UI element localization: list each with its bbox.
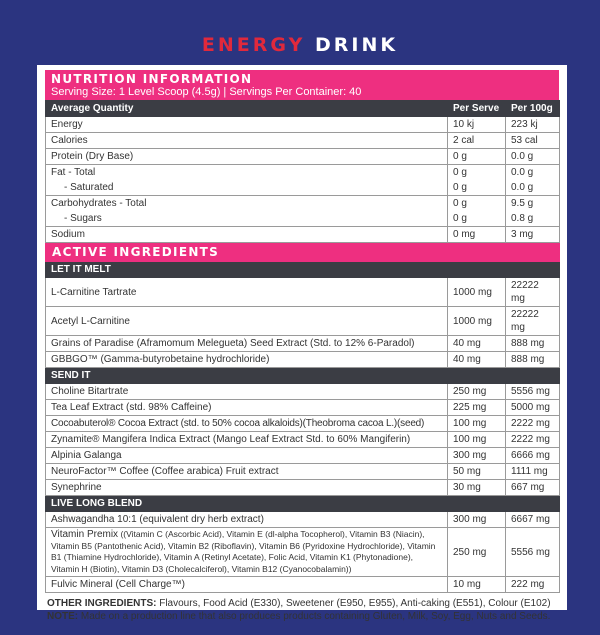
ingredient-row-vitamin-premix [46, 528, 560, 577]
ingredient-name: Zynamite® Mangifera Indica Extract (Mango Leaf Extract Std. to 60% Mangiferin) [46, 432, 448, 448]
row-per-serve: 0 g [448, 180, 506, 196]
ingredient-per-100g: 2222 mg [506, 416, 560, 432]
ingredient-name: Tea Leaf Extract (std. 98% Caffeine) [46, 400, 448, 416]
ingredient-per-serve: 50 mg [448, 464, 506, 480]
nutrition-table [45, 100, 560, 593]
row-name: - Sugars [46, 211, 448, 227]
ingredient-row [46, 577, 560, 593]
product-title [0, 34, 600, 56]
label-panel [37, 65, 567, 622]
ingredient-name: Synephrine [46, 480, 448, 496]
ingredient-row [46, 336, 560, 352]
row-per-100g: 223 kj [506, 117, 560, 133]
ingredient-name: NeuroFactor™ Coffee (Coffee arabica) Fruit extract [46, 464, 448, 480]
ingredient-name: GBBGO™ (Gamma-butyrobetaine hydrochloride) [46, 352, 448, 368]
ingredient-name: Alpinia Galanga [46, 448, 448, 464]
ingredient-row [46, 480, 560, 496]
ingredient-per-100g: 6666 mg [506, 448, 560, 464]
ingredient-per-serve: 1000 mg [448, 278, 506, 307]
row-name: Protein (Dry Base) [46, 149, 448, 165]
label-footer [45, 597, 559, 623]
ingredient-per-serve: 100 mg [448, 432, 506, 448]
ingredient-row [46, 352, 560, 368]
ingredient-row [46, 416, 560, 432]
ingredient-row [46, 307, 560, 336]
nutrition-header [45, 70, 559, 100]
note-label: NOTE: [47, 611, 79, 622]
ingredient-row [46, 400, 560, 416]
ingredient-row [46, 448, 560, 464]
ingredient-per-100g: 5556 mg [506, 384, 560, 400]
ingredient-per-serve: 225 mg [448, 400, 506, 416]
col-per-100g: Per 100g [506, 101, 560, 117]
title-energy: ENERGY [201, 34, 306, 56]
group-header-live-long-blend [46, 496, 560, 512]
row-per-serve: 0 mg [448, 227, 506, 243]
ingredient-per-100g: 5556 mg [506, 528, 560, 577]
ingredient-per-100g: 1111 mg [506, 464, 560, 480]
ingredient-per-100g: 2222 mg [506, 432, 560, 448]
ingredient-per-serve: 300 mg [448, 512, 506, 528]
group-header-send-it [46, 368, 560, 384]
active-heading: ACTIVE INGREDIENTS [46, 243, 560, 262]
ingredient-per-serve: 40 mg [448, 352, 506, 368]
allergen-note [47, 610, 559, 623]
ingredient-name: Ashwagandha 10:1 (equivalent dry herb extract) [46, 512, 448, 528]
ingredient-row [46, 512, 560, 528]
other-ingredients-label: OTHER INGREDIENTS: [47, 598, 157, 609]
row-name: Fat - Total [46, 165, 448, 181]
col-per-serve: Per Serve [448, 101, 506, 117]
ingredient-per-serve: 30 mg [448, 480, 506, 496]
ingredient-per-serve: 250 mg [448, 528, 506, 577]
ingredient-per-100g: 222 mg [506, 577, 560, 593]
ingredient-per-100g: 6667 mg [506, 512, 560, 528]
ingredient-per-serve: 10 mg [448, 577, 506, 593]
other-ingredients [47, 597, 559, 610]
ingredient-name: Choline Bitartrate [46, 384, 448, 400]
ingredient-per-100g: 5000 mg [506, 400, 560, 416]
ingredient-name: Acetyl L-Carnitine [46, 307, 448, 336]
title-drink: DRINK [314, 34, 399, 56]
nutrition-row-sugars [46, 211, 560, 227]
ingredient-row [46, 464, 560, 480]
nutrition-row-calories [46, 133, 560, 149]
ingredient-name [46, 528, 448, 577]
group-name: LET IT MELT [46, 262, 560, 278]
vitamin-premix-name: Vitamin Premix [51, 529, 119, 540]
ingredient-row [46, 278, 560, 307]
nutrition-row-fat-total [46, 165, 560, 181]
ingredient-name: Cocoabuterol® Cocoa Extract (std. to 50% cocoa alkaloids)(Theobroma cacoa L.)(seed) [46, 416, 448, 432]
ingredient-name: L-Carnitine Tartrate [46, 278, 448, 307]
row-per-100g: 0.0 g [506, 149, 560, 165]
ingredient-per-100g: 888 mg [506, 336, 560, 352]
nutrition-row-energy [46, 117, 560, 133]
row-per-100g: 9.5 g [506, 196, 560, 212]
ingredient-per-serve: 40 mg [448, 336, 506, 352]
row-per-serve: 2 cal [448, 133, 506, 149]
ingredient-per-100g: 22222 mg [506, 278, 560, 307]
row-per-serve: 10 kj [448, 117, 506, 133]
row-per-serve: 0 g [448, 211, 506, 227]
ingredient-per-serve: 1000 mg [448, 307, 506, 336]
ingredient-per-100g: 22222 mg [506, 307, 560, 336]
nutrition-heading: NUTRITION INFORMATION [51, 72, 253, 86]
nutrition-row-carbohydrates [46, 196, 560, 212]
ingredient-row [46, 432, 560, 448]
row-per-100g: 53 cal [506, 133, 560, 149]
ingredient-per-100g: 888 mg [506, 352, 560, 368]
group-header-let-it-melt [46, 262, 560, 278]
ingredient-row [46, 384, 560, 400]
other-ingredients-text: Flavours, Food Acid (E330), Sweetener (E950, E955), Anti-caking (E551), Colour (E102) [156, 598, 551, 609]
ingredient-per-serve: 250 mg [448, 384, 506, 400]
ingredient-per-serve: 300 mg [448, 448, 506, 464]
ingredient-per-100g: 667 mg [506, 480, 560, 496]
row-name: Calories [46, 133, 448, 149]
nutrition-column-headers [46, 101, 560, 117]
vitamin-premix-detail: ((Vitamin C (Ascorbic Acid), Vitamin E (dl-alpha Tocopherol), Vitamin B3 (Niacin), Vitamin B5 (Pantothenic Acid), Vitamin B2 (Riboflavin), Vitamin B6 (Pyridoxine Hydrochloride), Vitamin B1 (Thiamine Hydrochloride), Vitamin A (Retinyl Acetate), Folic Acid, Vitamin K1 (Phytonadione), Vitamin H (Biotin), Vitamin D3 (Cholecalciferol), Vitamin B12 (Cyanocobalamin)) [51, 529, 436, 574]
row-per-100g: 3 mg [506, 227, 560, 243]
ingredient-name: Fulvic Mineral (Cell Charge™) [46, 577, 448, 593]
serving-info: Serving Size: 1 Level Scoop (4.5g) | Servings Per Container: 40 [51, 86, 362, 98]
group-name: LIVE LONG BLEND [46, 496, 560, 512]
nutrition-row-sodium [46, 227, 560, 243]
label-content [45, 70, 559, 623]
row-per-serve: 0 g [448, 149, 506, 165]
row-per-100g: 0.0 g [506, 180, 560, 196]
row-name: Sodium [46, 227, 448, 243]
note-text: Made on a production line that also produces products containing Gluten, Milk, Soy, Egg, Nuts and Seeds. [78, 611, 551, 622]
active-ingredients-header [46, 243, 560, 262]
ingredient-name: Grains of Paradise (Aframomum Melegueta) Seed Extract (Std. to 12% 6-Paradol) [46, 336, 448, 352]
row-per-serve: 0 g [448, 196, 506, 212]
nutrition-row-saturated [46, 180, 560, 196]
col-average-quantity: Average Quantity [46, 101, 448, 117]
ingredient-per-serve: 100 mg [448, 416, 506, 432]
nutrition-row-protein [46, 149, 560, 165]
row-per-serve: 0 g [448, 165, 506, 181]
row-name: Energy [46, 117, 448, 133]
group-name: SEND IT [46, 368, 560, 384]
row-per-100g: 0.0 g [506, 165, 560, 181]
row-name: Carbohydrates - Total [46, 196, 448, 212]
row-name: - Saturated [46, 180, 448, 196]
row-per-100g: 0.8 g [506, 211, 560, 227]
